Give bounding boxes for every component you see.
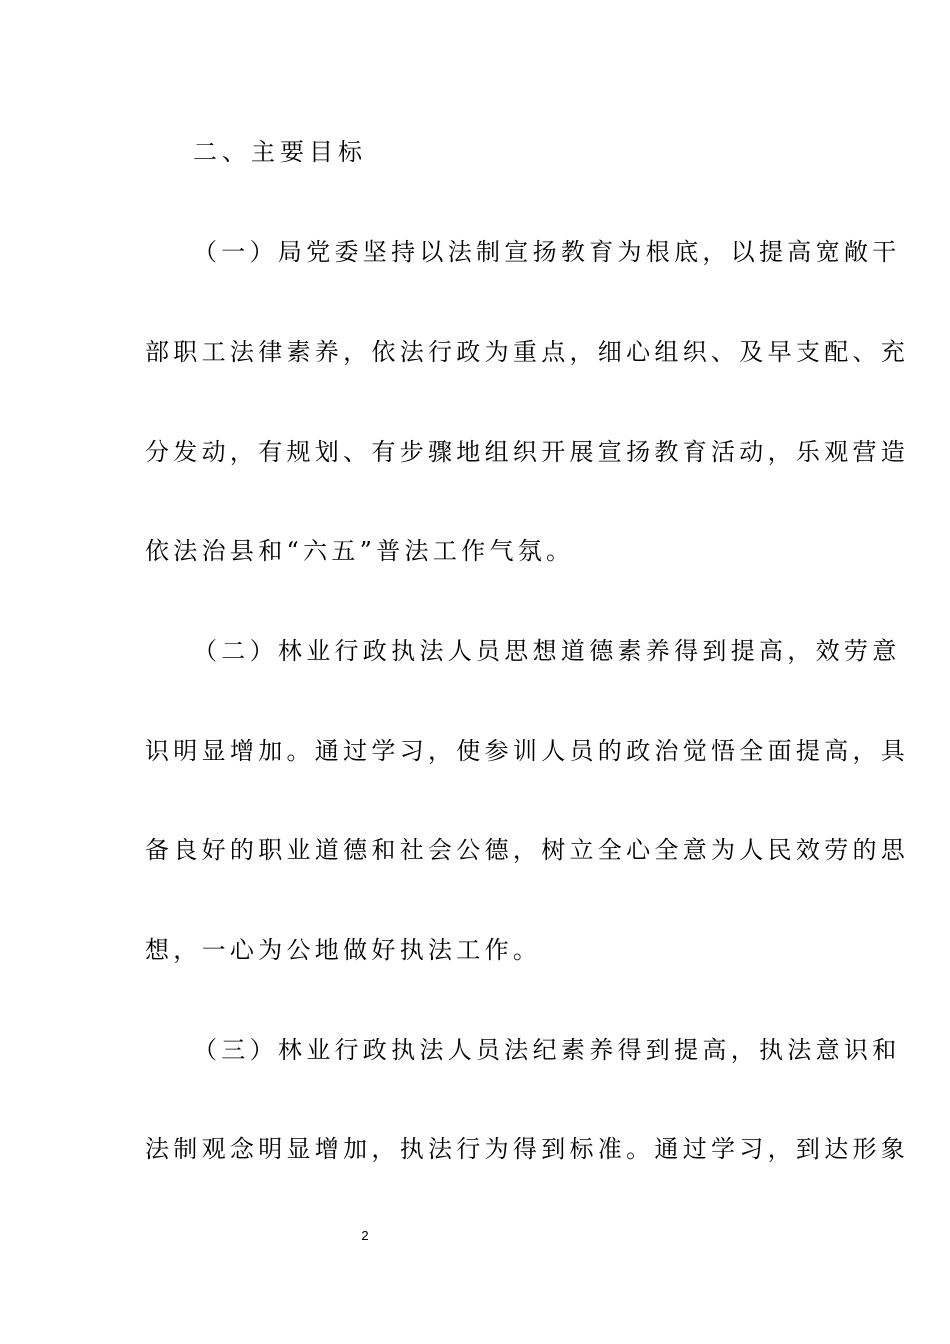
paragraph-line: 分发动，有规划、有步骤地组织开展宣扬教育活动，乐观营造: [145, 438, 910, 466]
paragraph-line: （三）林业行政执法人员法纪素养得到提高，执法意识和: [193, 1036, 901, 1064]
paragraph-line: 备良好的职业道德和社会公德，树立全心全意为人民效劳的思: [145, 836, 910, 864]
paragraph-line: 想，一心为公地做好执法工作。: [145, 936, 542, 964]
paragraph-line: 法制观念明显增加，执法行为得到标准。通过学习，到达形象: [145, 1135, 910, 1163]
page-number: 2: [361, 1228, 369, 1243]
paragraph-line: （一）局党委坚持以法制宣扬教育为根底，以提高宽敞干: [193, 238, 901, 266]
paragraph-line: 部职工法律素养，依法行政为重点，细心组织、及早支配、充: [145, 338, 910, 366]
paragraph-line: 识明显增加。通过学习，使参训人员的政治觉悟全面提高，具: [145, 737, 910, 765]
paragraph-line: 依法治县和“六五”普法工作气氛。: [145, 537, 575, 565]
section-heading: 二、主要目标: [193, 138, 367, 166]
paragraph-line: （二）林业行政执法人员思想道德素养得到提高，效劳意: [193, 637, 901, 665]
